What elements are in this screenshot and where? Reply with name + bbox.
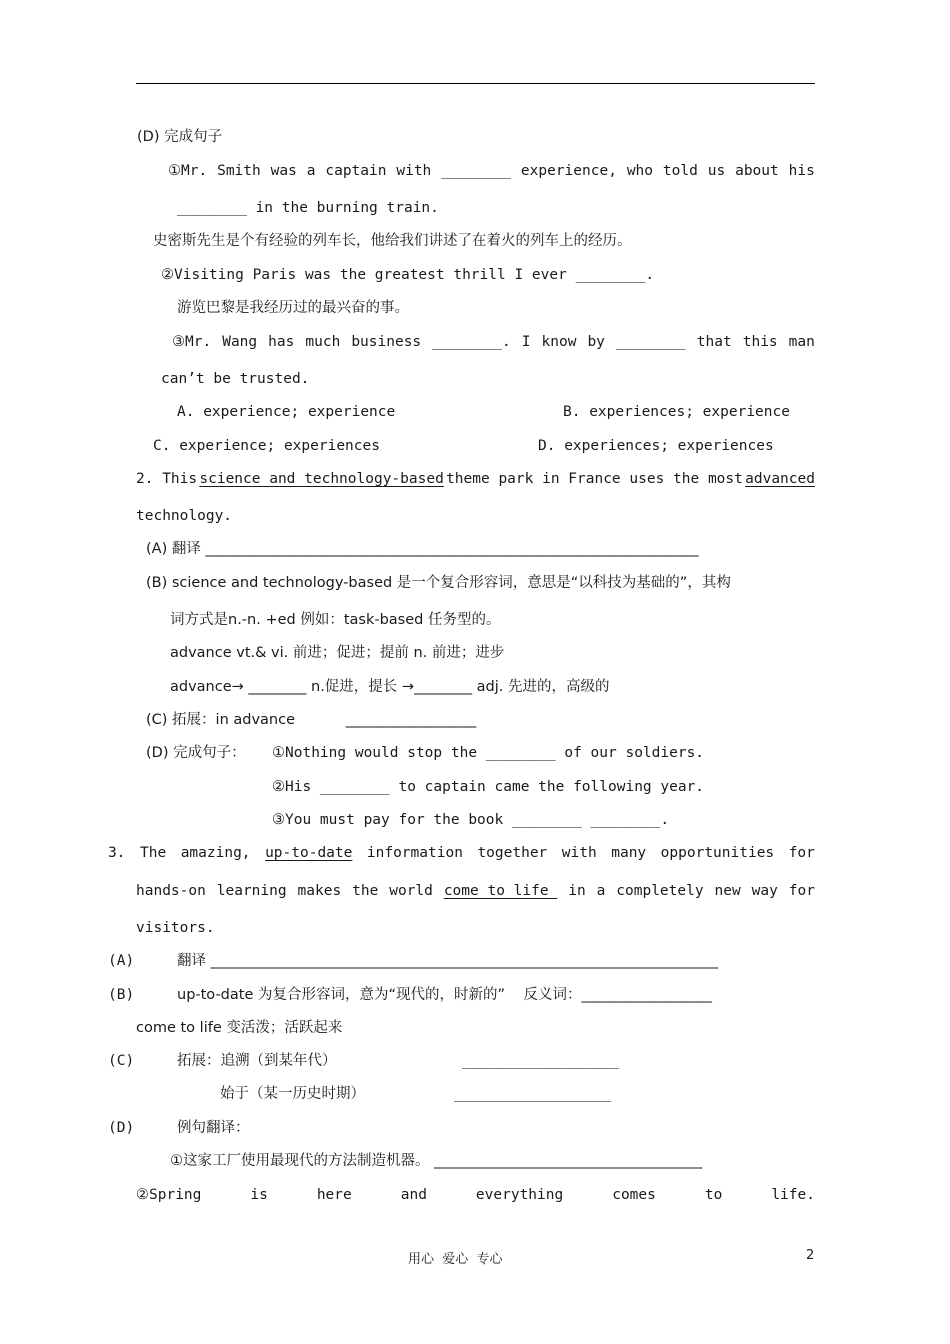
sentence-1-chinese: 史密斯先生是个有经验的列车长，他给我们讲述了在着火的列车上的经历。 xyxy=(153,233,632,249)
word: by xyxy=(587,334,605,350)
word: captain xyxy=(325,163,387,179)
word: was xyxy=(270,163,297,179)
item-3-c-blank-1: __________________ xyxy=(462,1053,620,1069)
word: way xyxy=(751,883,778,899)
word: ________. xyxy=(432,334,511,350)
word: opportunities xyxy=(660,845,775,861)
item-3-line-2 xyxy=(136,881,815,901)
word: with xyxy=(396,163,432,179)
item-3-b-line-1: up-to-date 为复合形容词，意为“现代的，时新的” 反义词：__________________ xyxy=(177,987,712,1003)
word: here xyxy=(316,1187,352,1203)
word: amazing, xyxy=(180,845,251,861)
item-3-c-blank-2: __________________ xyxy=(454,1086,612,1102)
item-3-a-label: (A) xyxy=(108,953,135,969)
word: Wang xyxy=(222,334,258,350)
word: is xyxy=(250,1187,268,1203)
word: new xyxy=(714,883,741,899)
item-2-b-line-3: advance vt.& vi. 前进；促进；提前 n. 前进；进步 xyxy=(170,645,505,661)
word: The xyxy=(139,845,167,861)
word: comes xyxy=(612,1187,656,1203)
item-2-translate: (A) 翻译 ____________________________________________________________________ xyxy=(146,541,699,557)
word: experience, xyxy=(520,163,617,179)
option-c: C. experience; experiences xyxy=(153,438,380,454)
word: to xyxy=(704,1187,723,1203)
option-a: A. experience; experience xyxy=(177,404,396,420)
word: us xyxy=(707,163,726,179)
word: a xyxy=(306,163,316,179)
item-3-b-line-2: come to life 变活泼；活跃起来 xyxy=(136,1020,343,1036)
word: who xyxy=(626,163,654,179)
word: business xyxy=(351,334,422,350)
header-rule xyxy=(136,83,815,84)
item-3-d-label: (D) xyxy=(108,1120,135,1136)
word: everything xyxy=(475,1187,564,1203)
word: about xyxy=(735,163,779,179)
word: together xyxy=(477,845,548,861)
word: come to life xyxy=(443,883,558,899)
word: makes xyxy=(297,883,342,899)
item-3-translate: 翻译 ______________________________________________________________________ xyxy=(177,953,719,969)
word: told xyxy=(662,163,698,179)
option-b: B. experiences; experience xyxy=(563,404,790,420)
item-3-d-sentence-1: ①这家工厂使用最现代的方法制造机器。 _____________________________________ xyxy=(170,1153,703,1169)
word: ③Mr. xyxy=(172,334,212,350)
word: man xyxy=(788,334,815,350)
item-3-line-1 xyxy=(108,843,815,863)
item-3-c-line-1: 拓展：追溯（到某年代） xyxy=(177,1053,337,1069)
word: completely xyxy=(616,883,704,899)
word: ________ xyxy=(615,334,686,350)
word: much xyxy=(305,334,341,350)
word: I xyxy=(521,334,531,350)
word: know xyxy=(541,334,577,350)
word: many xyxy=(611,845,647,861)
item-3-d-title: 例句翻译： xyxy=(177,1120,250,1136)
word: has xyxy=(268,334,295,350)
option-d: D. experiences; experiences xyxy=(538,438,774,454)
word: with xyxy=(561,845,597,861)
item-2-b-line-2: 词方式是n.-n. +ed 例如：task-based 任务型的。 xyxy=(170,612,501,628)
item-3-d-sentence-2 xyxy=(136,1185,815,1205)
word: hands-on xyxy=(136,883,206,899)
underlined-word: advanced xyxy=(745,471,815,487)
item-2-b-line-4: advance→ ________ n.促进，提长 →________ adj. 先进的，高级的 xyxy=(170,679,610,695)
item-2-mid-text: theme park in France uses the most xyxy=(446,471,743,487)
item-3-c-label: (C) xyxy=(108,1053,135,1069)
word: a xyxy=(596,883,606,899)
word: Smith xyxy=(217,163,261,179)
item-2-d-label: (D) 完成句子： xyxy=(146,745,246,761)
sentence-1-line-1 xyxy=(168,161,815,181)
word: in xyxy=(568,883,586,899)
item-2-line-2: technology. xyxy=(136,508,233,524)
page-footer: 用心 爱心 专心 xyxy=(408,1252,503,1267)
word: this xyxy=(742,334,778,350)
sentence-3-line-2: can’t be trusted. xyxy=(161,371,310,387)
word: ________ xyxy=(441,163,512,179)
word: ①Mr. xyxy=(168,163,208,179)
item-2-d-sentence-2: ②His ________ to captain came the following year. xyxy=(272,779,705,795)
item-2-line-1 xyxy=(136,469,815,489)
section-d-title: (D) 完成句子 xyxy=(137,129,223,145)
sentence-1-line-2: ________ in the burning train. xyxy=(177,200,439,216)
item-2-b-line-1: (B) science and technology-based 是一个复合形容词，意思是“以科技为基础的”，其构 xyxy=(146,575,731,591)
word: his xyxy=(788,163,815,179)
item-2-c: (C) 拓展：in advance __________________ xyxy=(146,712,477,728)
item-2-d-sentence-1: ①Nothing would stop the ________ of our soldiers. xyxy=(272,745,705,761)
item-3-b-label: (B) xyxy=(108,987,135,1003)
underlined-phrase: science and technology-based xyxy=(199,471,444,487)
word: and xyxy=(400,1187,427,1203)
word: that xyxy=(696,334,732,350)
word: life. xyxy=(771,1187,815,1203)
item-2-d-sentence-3: ③You must pay for the book ________ ________. xyxy=(272,812,670,828)
item-3-c-line-2: 始于（某一历史时期） xyxy=(220,1086,365,1102)
word: up-to-date xyxy=(265,845,353,861)
word: 3. xyxy=(108,845,126,861)
sentence-2: ②Visiting Paris was the greatest thrill I ever ________. xyxy=(161,267,655,283)
word: ②Spring xyxy=(136,1187,202,1203)
word: world xyxy=(389,883,433,899)
word: for xyxy=(788,883,815,899)
item-2-number-and-word: 2. This xyxy=(136,471,198,487)
word: information xyxy=(366,845,463,861)
sentence-3-line-1 xyxy=(172,332,815,352)
sentence-2-chinese: 游览巴黎是我经历过的最兴奋的事。 xyxy=(177,300,409,316)
word: learning xyxy=(216,883,287,899)
word: the xyxy=(352,883,379,899)
word: for xyxy=(788,845,815,861)
item-3-line-3: visitors. xyxy=(136,920,215,936)
page-number: 2 xyxy=(806,1248,815,1263)
